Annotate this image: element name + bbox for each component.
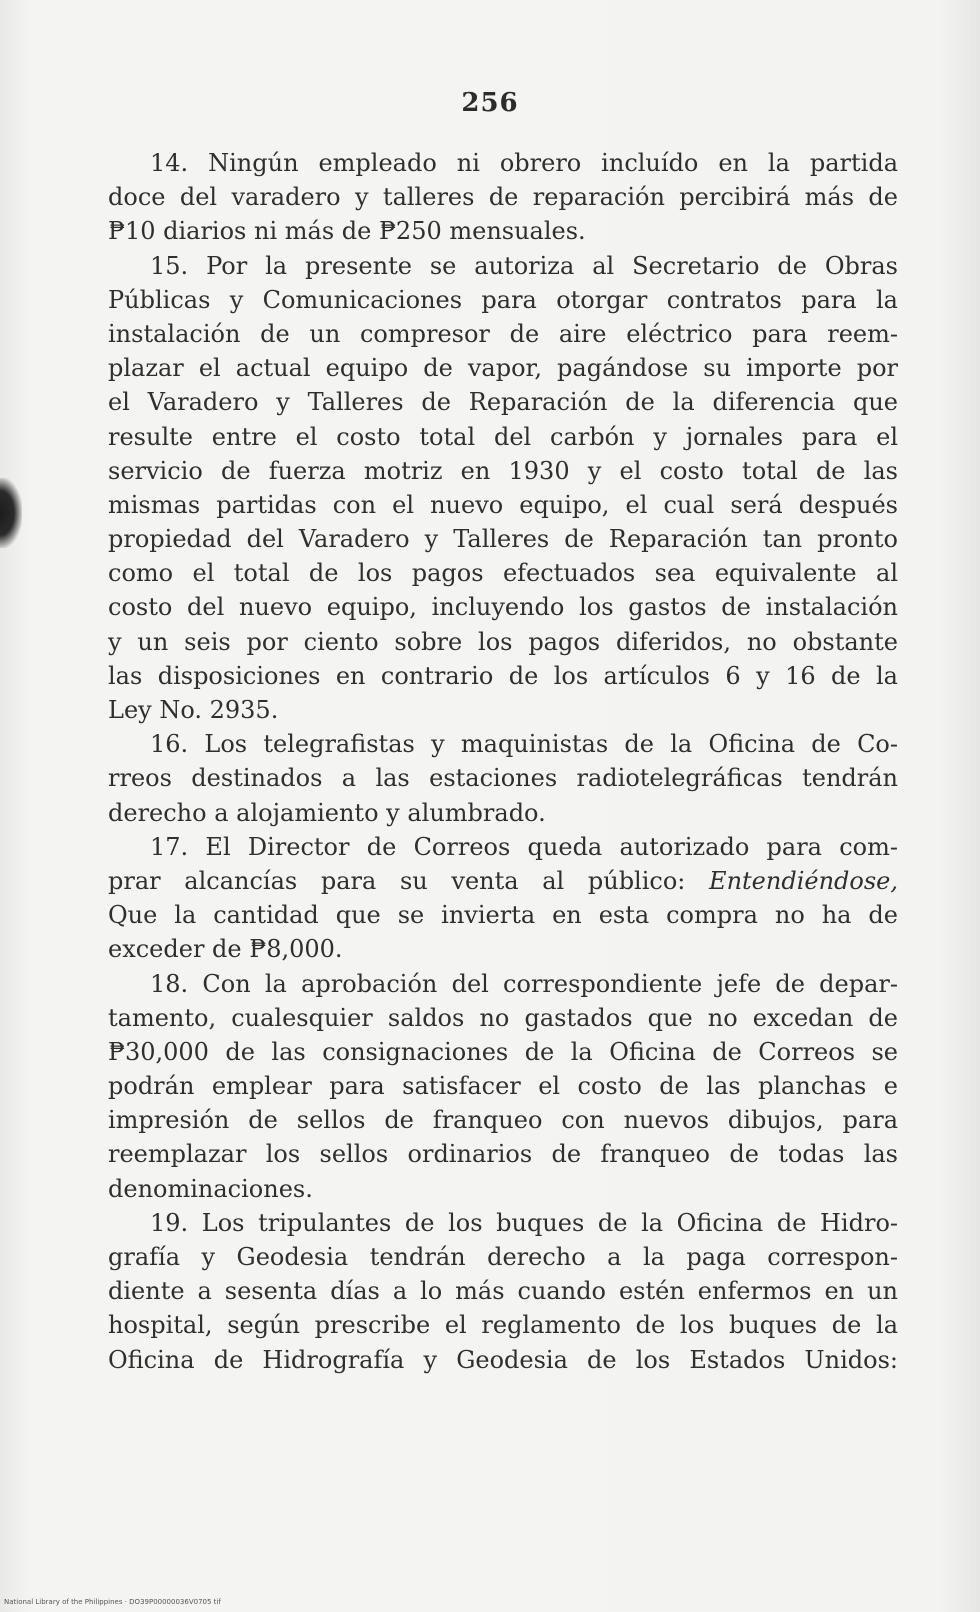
text-line: ₱30,000 de las consignaciones de la Oficina de Correos se — [108, 1037, 898, 1066]
text-line: resulte entre el costo total del carbón y jornales para el — [108, 422, 898, 451]
paragraph-15 — [108, 249, 898, 728]
text-line: mismas partidas con el nuevo equipo, el cual será después — [108, 490, 898, 519]
text-line: derecho a alojamiento y alumbrado. — [108, 798, 546, 827]
text-line: reemplazar los sellos ordinarios de franqueo de todas las — [108, 1140, 898, 1169]
text-line: Públicas y Comunicaciones para otorgar contratos para la — [108, 285, 898, 314]
paragraph-16 — [108, 727, 898, 830]
paragraph-18 — [108, 967, 898, 1206]
text-line: grafía y Geodesia tendrán derecho a la paga correspon- — [108, 1243, 898, 1271]
text-line: 17. El Director de Correos queda autorizado para com- — [150, 832, 898, 861]
text-line: las disposiciones en contrario de los artículos 6 y 16 de la — [108, 661, 898, 690]
text-line: 16. Los telegrafistas y maquinistas de la Oficina de Co- — [150, 730, 898, 759]
text-line: tamento, cualesquier saldos no gastados que no excedan de — [108, 1003, 898, 1032]
paragraph-17 — [108, 830, 898, 967]
text-line: servicio de fuerza motriz en 1930 y el costo total de las — [108, 456, 898, 485]
text-line: exceder de ₱8,000. — [108, 935, 343, 964]
scan-credit: National Library of the Philippines · DO39P00000036V0705 tif — [4, 1598, 221, 1606]
text-line: plazar el actual equipo de vapor, pagándose su importe por — [108, 354, 898, 383]
page-number: 256 — [461, 88, 519, 118]
text-line: Oficina de Hidrografía y Geodesia de los Estados Unidos: — [108, 1345, 898, 1374]
paragraph-19 — [108, 1206, 898, 1377]
text-line: podrán emplear para satisfacer el costo de las planchas e — [108, 1072, 898, 1101]
text-line: hospital, según prescribe el reglamento de los buques de la — [108, 1311, 898, 1340]
text-line: diente a sesenta días a lo más cuando estén enfermos en un — [108, 1277, 898, 1306]
binding-shadow — [0, 478, 22, 548]
emphasized-term: Entendiéndose, — [709, 866, 898, 895]
text-line: ₱10 diarios ni más de ₱250 mensuales. — [108, 217, 586, 246]
text-line: instalación de un compresor de aire eléctrico para reem- — [108, 319, 898, 348]
text-line: propiedad del Varadero y Talleres de Reparación tan pronto — [108, 525, 898, 554]
text-line: como el total de los pagos efectuados sea equivalente al — [108, 559, 898, 588]
text-line: el Varadero y Talleres de Reparación de la diferencia que — [108, 388, 898, 417]
text-line: costo del nuevo equipo, incluyendo los gastos de instalación — [108, 593, 898, 622]
text-line: y un seis por ciento sobre los pagos diferidos, no obstante — [108, 627, 898, 656]
text-line: impresión de sellos de franqueo con nuevos dibujos, para — [108, 1106, 898, 1135]
text-line: Que la cantidad que se invierta en esta compra no ha de — [108, 901, 898, 930]
text-line: Ley No. 2935. — [108, 696, 279, 724]
text-line: 19. Los tripulantes de los buques de la Oficina de Hidro- — [150, 1208, 898, 1237]
text-line: 14. Ningún empleado ni obrero incluído en la partida — [150, 149, 898, 177]
body-text — [108, 146, 898, 1377]
text-line: 18. Con la aprobación del correspondiente jefe de depar- — [150, 969, 898, 998]
text-line: rreos destinados a las estaciones radiotelegráficas tendrán — [108, 764, 898, 793]
text-line-with-emphasis — [108, 864, 898, 898]
text-line: denominaciones. — [108, 1174, 313, 1203]
text-line: doce del varadero y talleres de reparación percibirá más de — [108, 183, 898, 212]
paragraph-14 — [108, 146, 898, 249]
text-line-start: prar alcancías para su venta al público: — [108, 866, 686, 895]
text-line: 15. Por la presente se autoriza al Secretario de Obras — [150, 251, 898, 280]
